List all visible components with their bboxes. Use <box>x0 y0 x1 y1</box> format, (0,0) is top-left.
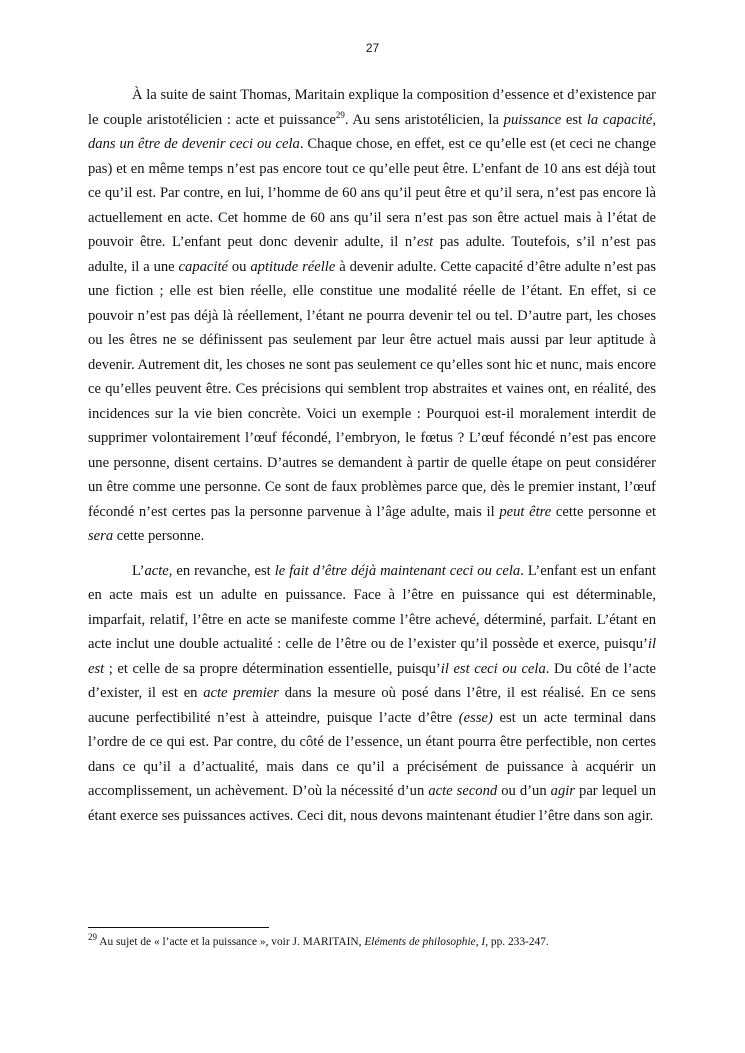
emphasis: puissance <box>503 111 562 128</box>
body-text <box>88 83 656 828</box>
emphasis: il est <box>88 636 656 677</box>
text-run: dans la mesure où posé dans l’être, il est réalisé. En ce sens aucune perfectibilité n’est à atteindre, puisque l’acte d’être <box>88 685 656 726</box>
emphasis: Eléments de philosophie, I <box>364 936 486 948</box>
paragraph <box>88 559 656 829</box>
text-run: à devenir adulte. Cette capacité d’être adulte n’est pas une fiction ; elle est bien réelle, elle constitue une modalité réelle de l’étant. En effet, si ce pouvoir n’est pas déjà là réellement, l’étant ne pourra devenir tel ou tel. D’autre part, les choses ou les êtres ne se définissent pas seulement par leur être actuel mais aussi par leur aptitude à devenir. Autrement dit, les choses ne sont pas seulement ce qu’elles sont hic et nunc, mais encore ce qu’elles peuvent être. Ces précisions qui semblent trop abstraites et vaines ont, en réalité, des incidences sur la vie bien concrète. Voici un exemple : Pourquoi est-il moralement interdit de supprimer volontairement l’œuf fécondé, l’embryon, le fœtus ? L’œuf fécondé n’est pas encore une personne, disent certains. D’autres se demandent à partir de quelle étape on peut considérer un être comme une personne. Ce sont de faux problèmes parce que, dès le premier instant, l’œuf fécondé n’est certes pas la personne parvenue à l’âge adulte, mais il <box>88 258 657 520</box>
text-run: ou d’un <box>497 783 551 799</box>
text-run: ; et celle de sa propre détermination essentielle, puisqu’ <box>104 660 441 677</box>
text-run: est <box>561 111 587 128</box>
text-run: . Au sens aristotélicien, la <box>344 111 504 128</box>
text-run: , pp. 233-247. <box>485 936 549 948</box>
emphasis: acte <box>144 562 169 579</box>
emphasis: le fait d’être déjà maintenant ceci ou cela <box>274 562 521 579</box>
text-run: pas adulte. Toutefois, s’il n’est pas adulte, il a une <box>88 234 657 275</box>
page-number: 27 <box>365 41 380 55</box>
text-run: À la suite de saint Thomas, Maritain explique la composition d’essence et d’existence par le couple aristotélicien : acte et puissance <box>88 87 656 128</box>
text-run: . L’enfant est un enfant en acte mais est un adulte en puissance. Face à l’être en puissance qui est déterminable, imparfait, relatif, l’être en acte se manifeste comme l’être achevé, déterminé, parfait. L’étant en acte inclut une double actualité : celle de l’être ou de l’exister qu’il possède et exerce, puisqu’ <box>88 562 656 652</box>
text-run: Au sujet de « l’acte et la puissance », voir J. MARITAIN, <box>97 936 365 948</box>
emphasis: aptitude réelle <box>250 258 336 275</box>
text-run: cette personne. <box>113 528 205 544</box>
text-run: ou <box>227 258 251 275</box>
footnote-number: 29 <box>88 932 97 943</box>
text-run: est un acte terminal dans l’ordre de ce qui est. Par contre, du côté de l’essence, un étant pourra être perfectible, non certes dans ce qu’il a d’actualité, mais dans ce qu’il a précisément de puissance à acquérir un accomplissement, un achèvement. D’où la nécessité d’un <box>88 709 656 799</box>
footnote-ref: 29 <box>335 109 345 120</box>
emphasis: acte premier <box>203 685 279 701</box>
text-run: par lequel un étant exerce ses puissances actives. Ceci dit, nous devons maintenant étudier l’être dans son agir. <box>88 783 656 824</box>
emphasis: agir <box>550 783 575 799</box>
emphasis: acte second <box>428 783 498 799</box>
emphasis: la capacité, dans un être de devenir ceci ou cela <box>88 111 656 152</box>
paragraph <box>88 83 656 549</box>
footnote-separator <box>88 927 269 928</box>
emphasis: sera <box>88 528 114 544</box>
emphasis: (esse) <box>458 709 493 726</box>
text-run: . Chaque chose, en effet, est ce qu’elle est (et ceci ne change pas) et en même temps n’est pas encore tout ce qu’elle peut être. L’enfant de 10 ans est déjà tout ce qu’il est. Par contre, en lui, l’homme de 60 ans qu’il peut être et qu’il sera, n’est pas encore là actuellement en acte. Cet homme de 60 ans qu’il sera n’est pas son être actuel mais à l’état de pouvoir être. L’enfant peut donc devenir adulte, il n’ <box>88 136 656 250</box>
text-run: L’ <box>132 562 145 579</box>
text-run: cette personne et <box>551 503 656 520</box>
emphasis: peut être <box>499 503 552 520</box>
emphasis: est <box>417 234 434 250</box>
text-run: . Du côté de l’acte d’exister, il est en <box>88 660 657 701</box>
emphasis: il est ceci ou cela <box>440 660 546 677</box>
footnote <box>88 932 656 950</box>
emphasis: capacité <box>178 258 228 275</box>
text-run: , en revanche, est <box>168 562 275 579</box>
